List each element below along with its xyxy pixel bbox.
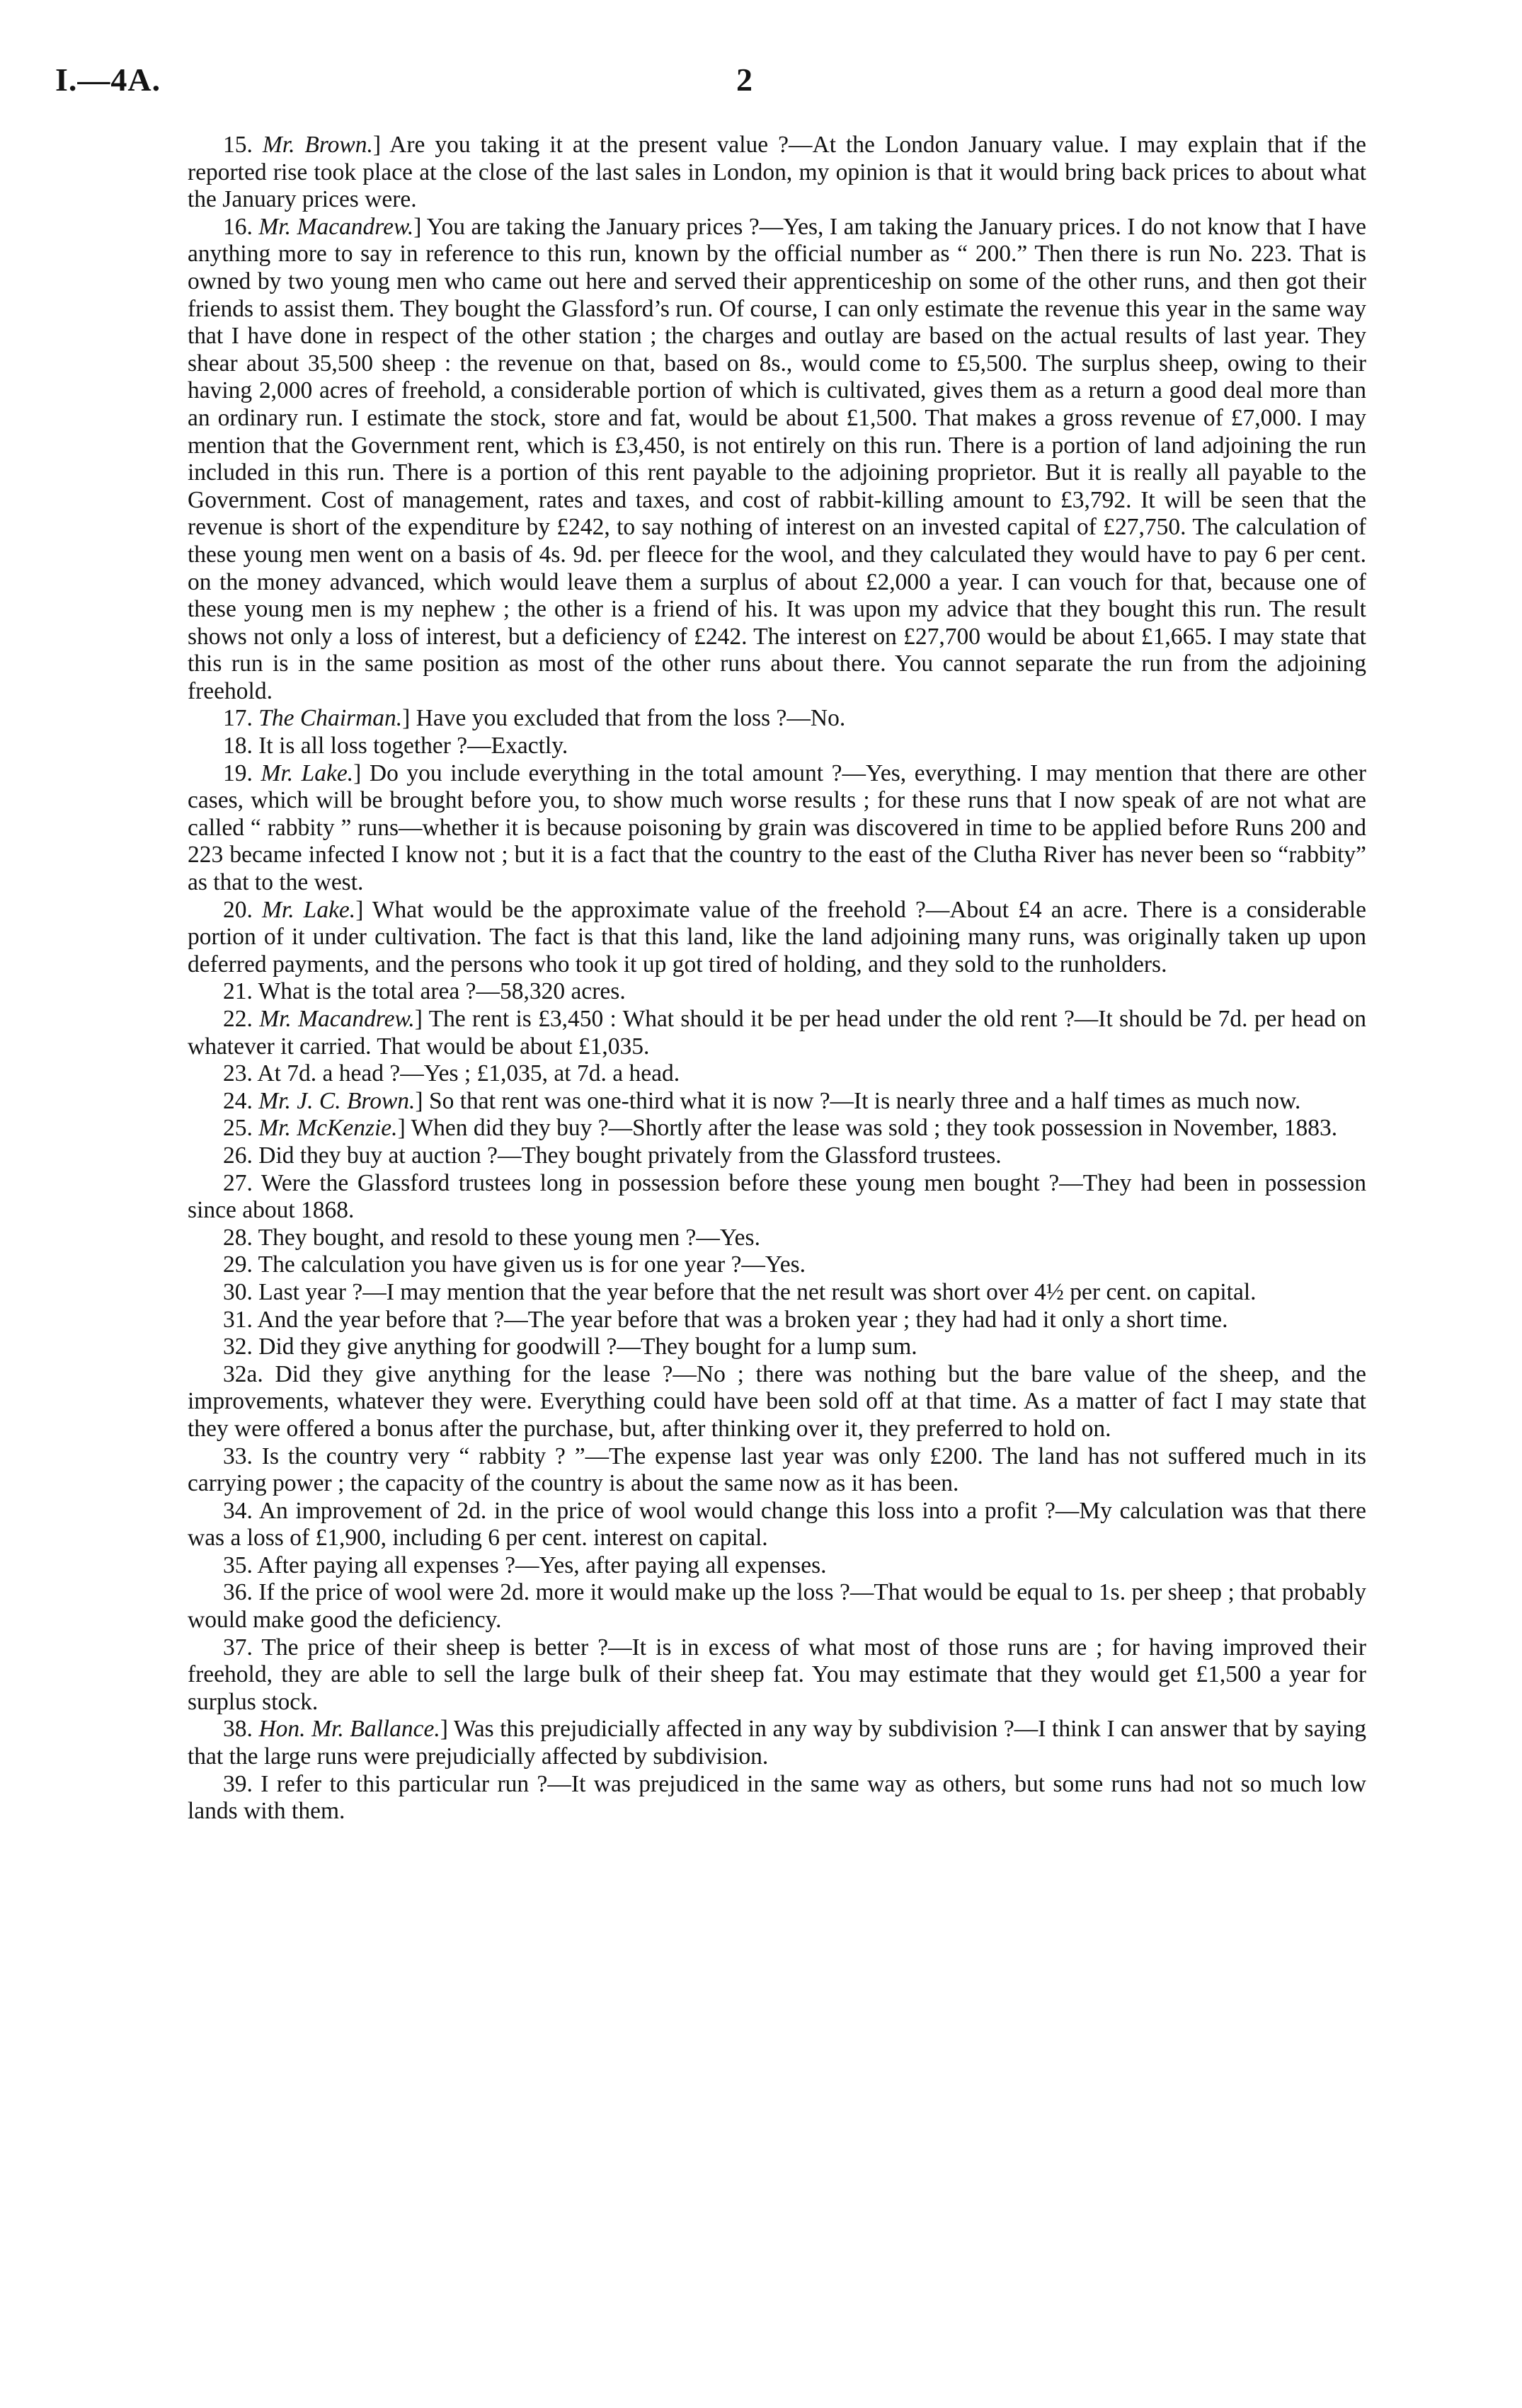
page-number: 2 [736, 62, 753, 98]
testimony-paragraph [188, 1579, 1366, 1634]
testimony-paragraph [188, 897, 1366, 979]
testimony-paragraph [188, 1443, 1366, 1498]
question-number: 28. [223, 1224, 253, 1251]
question-number: 38. [223, 1716, 253, 1743]
testimony-paragraph [188, 1771, 1366, 1825]
testimony-paragraph [188, 1498, 1366, 1552]
speaker-name: Mr. Lake. [261, 759, 354, 786]
testimony-paragraph [188, 1006, 1366, 1060]
question-answer-text: An improvement of 2d. in the price of wool would change this loss into a profit ?—My calculation was that there was a loss of £1,900, including 6 per cent. interest on capital. [188, 1497, 1366, 1552]
question-number: 34. [223, 1497, 253, 1524]
testimony-paragraph [188, 1170, 1366, 1225]
testimony-paragraph [188, 978, 1366, 1006]
question-answer-text: Did they give anything for goodwill ?—They bought for a lump sum. [258, 1334, 917, 1360]
question-answer-text: ] When did they buy ?—Shortly after the lease was sold ; they took possession in November, 1883. [397, 1115, 1338, 1142]
speaker-name: Mr. Macandrew. [258, 213, 414, 240]
question-answer-text: If the price of wool were 2d. more it would make up the loss ?—That would be equal to 1s. per sheep ; that probably would make good the deficiency. [188, 1579, 1367, 1634]
question-answer-text: I refer to this particular run ?—It was prejudiced in the same way as others, but some runs had not so much low lands with them. [188, 1770, 1367, 1825]
question-number: 32a. [223, 1360, 263, 1387]
testimony-paragraph [188, 1088, 1366, 1116]
question-number: 31. [223, 1306, 253, 1333]
testimony-paragraph [188, 1279, 1366, 1307]
question-answer-text: ] You are taking the January prices ?—Yes, I am taking the January prices. I do not know that I have anything more to say in reference to this run, known by the official number as “ 200.” Then there is run No. 223. That is owned by two young men who came out here and served their apprenticeship on some of the other runs, and then got their friends to assist them. They bought the Glassford’s run. Of course, I can only estimate the revenue this year in the same way that I have done in respect of the other station ; the charges and outlay are based on the actual results of last year. They shear about 35,500 sheep : the revenue on that, based on 8s., would come to £5,500. The surplus sheep, owing to their having 2,000 acres of freehold, a considerable portion of which is cultivated, gives them as a return a good deal more than an ordinary run. I estimate the stock, store and fat, would be about £1,500. That makes a gross revenue of £7,000. I may mention that the Government rent, which is £3,450, is not entirely on this run. There is a portion of land adjoining the run included in this run. There is a portion of this rent payable to the adjoining proprietor. But it is really all payable to the Government. Cost of management, rates and taxes, and cost of rabbit-killing amount to £3,792. It will be seen that the revenue is short of the expenditure by £242, to say nothing of interest on an invested capital of £27,750. The calculation of these young men went on a basis of 4s. 9d. per fleece for the wool, and they calculated they would have to pay 6 per cent. on the money advanced, which would leave them a surplus of about £2,000 a year. I can vouch for that, because one of these young men is my nephew ; the other is a friend of his. It was upon my advice that they bought this run. The result shows not only a loss of interest, but a deficiency of £242. The interest on £27,700 would be about £1,665. I may state that this run is in the same position as most of the other runs about there. You cannot separate the run from the adjoining freehold. [188, 213, 1367, 704]
question-number: 16. [223, 213, 253, 240]
testimony-paragraph [188, 760, 1366, 897]
question-number: 37. [223, 1634, 253, 1661]
testimony-paragraph [188, 733, 1366, 760]
question-answer-text: ] What would be the approximate value of the freehold ?—About £4 an acre. There is a considerable portion of it under cultivation. The fact is that this land, like the land adjoining many runs, was originally taken up upon deferred payments, and the persons who took it up got tired of holding, and they sold to the runholders. [188, 896, 1367, 977]
question-number: 21. [223, 978, 253, 1005]
question-answer-text: Did they buy at auction ?—They bought privately from the Glassford trustees. [258, 1142, 1002, 1169]
speaker-name: The Chairman. [258, 705, 403, 732]
question-answer-text: It is all loss together ?—Exactly. [258, 733, 568, 759]
speaker-name: Mr. J. C. Brown. [258, 1087, 416, 1114]
question-answer-text: The calculation you have given us is for one year ?—Yes. [258, 1251, 806, 1278]
question-answer-text: ] Do you include everything in the total amount ?—Yes, everything. I may mention that there are other cases, which will be brought before you, to show much worse results ; for these runs that I now speak of are not what are called “ rabbity ” runs—whether it is because poisoning by grain was discovered in time to be applied before Runs 200 and 223 became infected I know not ; but it is a fact that the country to the east of the Clutha River has never been so “rabbity” as that to the west. [188, 759, 1366, 896]
question-number: 26. [223, 1142, 253, 1169]
question-answer-text: The price of their sheep is better ?—It is in excess of what most of those runs are ; for having improved their freehold, they are able to sell the large bulk of their sheep fat. You may estimate that they would get £1,500 a year for surplus stock. [188, 1634, 1366, 1715]
question-number: 24. [223, 1087, 253, 1114]
testimony-paragraph [188, 1251, 1366, 1279]
testimony-paragraph [188, 1142, 1366, 1170]
question-answer-text: After paying all expenses ?—Yes, after paying all expenses. [257, 1552, 827, 1578]
testimony-paragraph [188, 1225, 1366, 1252]
question-number: 29. [223, 1251, 253, 1278]
speaker-name: Mr. Brown. [262, 132, 373, 158]
testimony-paragraph [188, 1552, 1366, 1580]
question-answer-text: ] So that rent was one-third what it is now ?—It is nearly three and a half times as much now. [415, 1087, 1301, 1114]
testimony-paragraph [188, 132, 1366, 214]
question-answer-text: At 7d. a head ?—Yes ; £1,035, at 7d. a head. [257, 1060, 680, 1087]
question-answer-text: Is the country very “ rabbity ? ”—The expense last year was only £200. The land has not suffered much in its carrying power ; the capacity of the country is about the same now as it has been. [188, 1443, 1367, 1497]
question-answer-text: Did they give anything for the lease ?—No ; there was nothing but the bare value of the sheep, and the improvements, whatever they were. Everything could have been sold off at that time. As a matter of fact I may state that they were offered a bonus after the purchase, but, after thinking over it, they preferred to hold on. [188, 1360, 1366, 1442]
question-answer-text: Were the Glassford trustees long in possession before these young men bought ?—They had been in possession since about 1868. [188, 1169, 1366, 1224]
question-number: 23. [223, 1060, 253, 1087]
question-number: 20. [223, 896, 253, 923]
question-number: 27. [223, 1169, 253, 1196]
question-number: 32. [223, 1334, 253, 1360]
speaker-name: Mr. McKenzie. [258, 1115, 398, 1142]
testimony-paragraph [188, 1115, 1366, 1142]
question-answer-text: ] Was this prejudicially affected in any way by subdivision ?—I think I can answer that by saying that the large runs were prejudicially affected by subdivision. [188, 1716, 1367, 1770]
question-answer-text: And the year before that ?—The year before that was a broken year ; they had had it only a short time. [257, 1306, 1228, 1333]
question-answer-text: Last year ?—I may mention that the year before that the net result was short over 4½ per cent. on capital. [258, 1278, 1257, 1305]
speaker-name: Mr. Lake. [261, 896, 356, 923]
question-number: 19. [223, 759, 253, 786]
question-number: 22. [223, 1006, 253, 1032]
testimony-paragraph [188, 1634, 1366, 1716]
testimony-paragraph [188, 214, 1366, 706]
question-number: 17. [223, 705, 253, 732]
testimony-paragraph [188, 1361, 1366, 1443]
question-number: 39. [223, 1770, 253, 1797]
question-number: 36. [223, 1579, 253, 1606]
testimony-paragraph [188, 1307, 1366, 1334]
testimony-paragraph [188, 1060, 1366, 1088]
question-answer-text: They bought, and resold to these young men ?—Yes. [258, 1224, 760, 1251]
testimony-paragraph [188, 1716, 1366, 1770]
question-answer-text: ] Are you taking it at the present value ?—At the London January value. I may explain that if the reported rise took place at the close of the last sales in London, my opinion is that it would bring back prices to about what the January prices were. [188, 132, 1366, 213]
document-reference: I.—4A. [55, 62, 161, 98]
question-number: 33. [223, 1443, 253, 1469]
testimony-paragraph [188, 1334, 1366, 1361]
question-answer-text: What is the total area ?—58,320 acres. [258, 978, 626, 1005]
question-number: 35. [223, 1552, 253, 1578]
speaker-name: Mr. Macandrew. [259, 1006, 415, 1032]
speaker-name: Hon. Mr. Ballance. [258, 1716, 440, 1743]
question-number: 15. [223, 132, 253, 158]
question-number: 18. [223, 733, 253, 759]
testimony-paragraph [188, 705, 1366, 733]
question-number: 25. [223, 1115, 253, 1142]
testimony-body [188, 132, 1366, 1825]
question-number: 30. [223, 1278, 253, 1305]
question-answer-text: ] Have you excluded that from the loss ?—No. [402, 705, 846, 732]
question-answer-text: ] The rent is £3,450 : What should it be per head under the old rent ?—It should be 7d. per head on whatever it carried. That would be about £1,035. [188, 1006, 1367, 1060]
